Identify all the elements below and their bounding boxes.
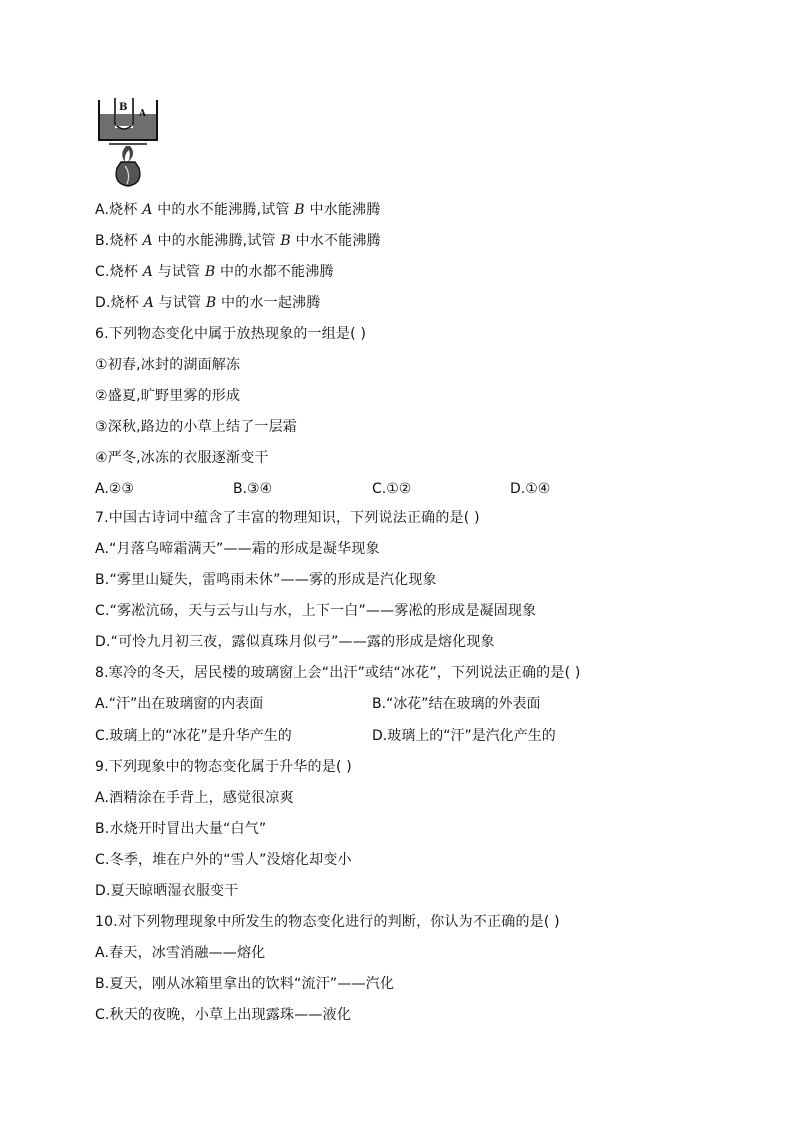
q5-b-prefix: B.烧杯	[95, 233, 143, 249]
q6-stem: 6.下列物态变化中属于放热现象的一组是( )	[95, 326, 367, 342]
test-tube-water	[116, 114, 132, 126]
q8-stem: 8.寒冷的冬天，居民楼的玻璃窗上会“出汗”或结“冰花”，下列说法正确的是( )	[95, 665, 581, 681]
q10-stem: 10.对下列物理现象中所发生的物态变化进行的判断，你认为不正确的是( )	[95, 914, 560, 930]
q6-choice-a: A.②③	[95, 481, 134, 497]
flame	[122, 146, 133, 162]
q7-option-b: B.“雾里山疑失，雷鸣雨未休”——雾的形成是汽化现象	[95, 572, 437, 588]
q5-b-mid: 中的水能沸腾,试管	[152, 233, 281, 249]
q5-c-var-a: A	[142, 264, 153, 280]
q5-a-mid: 中的水不能沸腾,试管	[152, 202, 295, 218]
q9-option-d: D.夏天晾晒湿衣服变干	[95, 883, 239, 899]
q10-option-c: C.秋天的夜晚，小草上出现露珠——液化	[95, 1007, 352, 1023]
beaker-test-tube-diagram	[95, 96, 165, 192]
q5-a-suffix: 中水能沸腾	[304, 202, 381, 218]
q5-c-var-b: B	[204, 264, 216, 280]
q7-option-d: D.“可怜九月初三夜，露似真珠月似弓”——露的形成是熔化现象	[95, 634, 495, 650]
q5-c-prefix: C.烧杯	[95, 264, 143, 280]
label-b: B	[119, 102, 128, 113]
q9-option-a: A.酒精涂在手背上，感觉很凉爽	[95, 790, 294, 806]
q6-choice-c: C.①②	[372, 481, 412, 497]
q5-a-var-a: A	[142, 202, 153, 218]
q5-d-prefix: D.烧杯	[95, 295, 144, 311]
label-a: A	[139, 109, 146, 119]
q5-option-c	[95, 262, 334, 282]
q5-option-d	[95, 293, 320, 313]
q5-c-suffix: 中的水都不能沸腾	[215, 264, 334, 280]
q5-a-prefix: A.烧杯	[95, 202, 143, 218]
q9-option-c: C.冬季，堆在户外的“雪人”没熔化却变小	[95, 852, 352, 868]
q8-option-d: D.玻璃上的“汗”是汽化产生的	[372, 728, 556, 744]
q5-c-mid: 与试管	[153, 264, 205, 280]
q5-d-var-b: B	[205, 295, 217, 311]
q9-stem: 9.下列现象中的物态变化属于升华的是( )	[95, 759, 352, 775]
q5-d-suffix: 中的水一起沸腾	[216, 295, 321, 311]
q5-d-var-a: A	[143, 295, 154, 311]
q5-b-suffix: 中水不能沸腾	[290, 233, 381, 249]
q5-option-b	[95, 231, 381, 251]
q5-b-var-a: A	[142, 233, 153, 249]
q6-item-2: ②盛夏,旷野里雾的形成	[95, 388, 241, 404]
q9-option-b: B.水烧开时冒出大量“白气”	[95, 821, 267, 837]
q8-option-a: A.“汗”出在玻璃窗的内表面	[95, 696, 264, 712]
q10-option-b: B.夏天，刚从冰箱里拿出的饮料“流汗”——汽化	[95, 976, 395, 992]
q5-a-var-b: B	[294, 202, 305, 218]
q6-item-1: ①初春,冰封的湖面解冻	[95, 357, 241, 373]
q7-option-a: A.“月落乌啼霜满天”——霜的形成是凝华现象	[95, 541, 380, 557]
q6-choice-b: B.③④	[233, 481, 273, 497]
q8-option-b: B.“冰花”结在玻璃的外表面	[372, 696, 541, 712]
q6-item-3: ③深秋,路边的小草上结了一层霜	[95, 419, 298, 435]
q8-option-c: C.玻璃上的“冰花”是升华产生的	[95, 728, 292, 744]
q6-item-4: ④严冬,冰冻的衣服逐渐变干	[95, 450, 269, 466]
q5-option-a	[95, 200, 380, 220]
q7-stem: 7.中国古诗词中蕴含了丰富的物理知识，下列说法正确的是( )	[95, 510, 480, 526]
q6-choice-d: D.①④	[510, 481, 551, 497]
q5-b-var-b: B	[280, 233, 291, 249]
q7-option-c: C.“雾凇沆砀，天与云与山与水，上下一白”——雾凇的形成是凝固现象	[95, 603, 537, 619]
q5-d-mid: 与试管	[154, 295, 206, 311]
q10-option-a: A.春天，冰雪消融——熔化	[95, 945, 266, 961]
